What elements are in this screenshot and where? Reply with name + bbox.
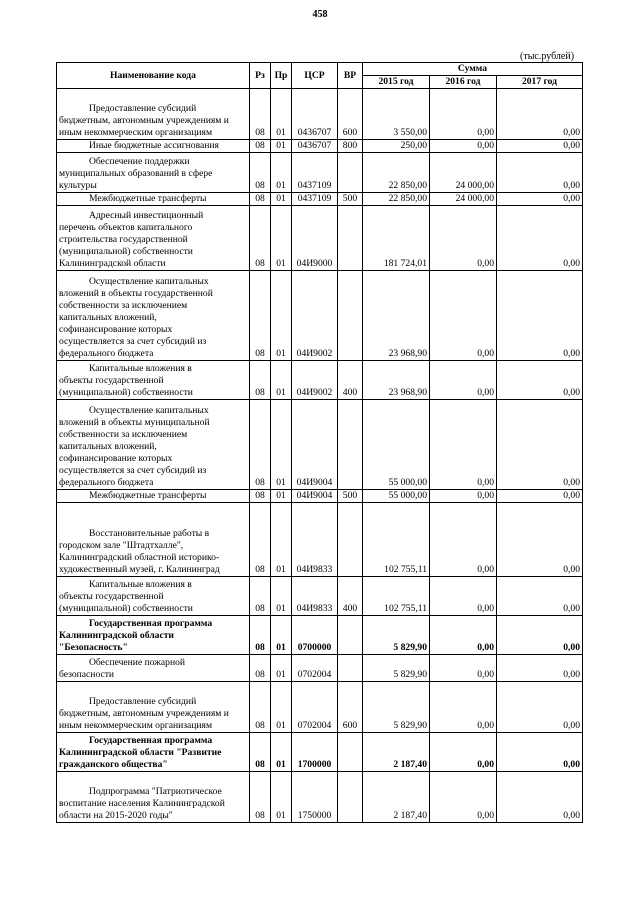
cell-name-line: муниципальных образований в сфере	[59, 168, 213, 179]
cell-2015: 22 850,00	[363, 193, 430, 206]
cell-name-line: иным некоммерческим организациям	[59, 127, 213, 138]
cell-name-line: Калининградский областной историко-	[59, 552, 220, 563]
cell-name-line: безопасности	[59, 669, 115, 680]
cell-name-line: капитальных вложений,	[59, 441, 157, 452]
cell-name-line: собственности за исключением	[59, 429, 188, 440]
table-row	[57, 577, 583, 616]
cell-2016: 0,00	[430, 271, 497, 361]
cell-name-line: объекты государственной	[59, 375, 164, 386]
header-pr: Пр	[271, 63, 292, 89]
cell-2015: 23 968,90	[363, 271, 430, 361]
cell-csr: 0437109	[292, 153, 338, 193]
cell-2017: 0,00	[497, 655, 583, 682]
cell-2016: 0,00	[430, 655, 497, 682]
cell-csr: 0700000	[292, 616, 338, 655]
cell-pr: 01	[271, 153, 292, 193]
cell-name-line: федерального бюджета	[59, 348, 154, 359]
cell-rz: 08	[250, 733, 271, 772]
cell-name-line: художественный музей, г. Калининград	[59, 564, 220, 575]
cell-2017: 0,00	[497, 400, 583, 490]
cell-name-line: вложений в объекты государственной	[59, 288, 213, 299]
table-row	[57, 89, 583, 140]
cell-name-line: Государственная программа	[89, 618, 213, 629]
cell-pr: 01	[271, 503, 292, 577]
cell-2015: 102 755,11	[363, 503, 430, 577]
cell-name-line: Капитальные вложения в	[89, 363, 192, 374]
cell-2015: 55 000,00	[363, 490, 430, 503]
cell-rz: 08	[250, 271, 271, 361]
cell-pr: 01	[271, 400, 292, 490]
header-2015: 2015 год	[363, 76, 430, 89]
table-row	[57, 682, 583, 733]
cell-rz: 08	[250, 193, 271, 206]
cell-csr: 04И9002	[292, 271, 338, 361]
cell-vr: 500	[338, 193, 363, 206]
cell-name-line: (муниципальной) собственности	[59, 387, 193, 398]
units-label: (тыс.рублей)	[520, 51, 575, 62]
cell-name-line: Обеспечение пожарной	[89, 657, 186, 668]
cell-rz: 08	[250, 503, 271, 577]
cell-name	[57, 361, 250, 400]
cell-csr: 04И9833	[292, 577, 338, 616]
cell-name	[57, 733, 250, 772]
cell-name-line: области на 2015-2020 годы"	[59, 810, 173, 821]
cell-rz: 08	[250, 89, 271, 140]
cell-name-line: осуществляется за счет субсидий из	[59, 465, 207, 476]
cell-rz: 08	[250, 616, 271, 655]
cell-vr: 400	[338, 577, 363, 616]
cell-2017: 0,00	[497, 503, 583, 577]
cell-2015: 2 187,40	[363, 733, 430, 772]
cell-name-line: Адресный инвестиционный	[89, 210, 204, 221]
cell-pr: 01	[271, 89, 292, 140]
cell-rz: 08	[250, 400, 271, 490]
cell-vr	[338, 400, 363, 490]
cell-2015: 181 724,01	[363, 206, 430, 271]
cell-name-line: Государственная программа	[89, 735, 213, 746]
table-row	[57, 490, 583, 503]
cell-csr: 04И9004	[292, 400, 338, 490]
cell-2015: 23 968,90	[363, 361, 430, 400]
table-row	[57, 206, 583, 271]
cell-2017: 0,00	[497, 772, 583, 823]
cell-name-line: бюджетным, автономным учреждениям и	[59, 708, 229, 719]
header-2017: 2017 год	[497, 76, 583, 89]
cell-name	[57, 616, 250, 655]
cell-name-line: Подпрограмма "Патриотическое	[89, 786, 222, 797]
cell-vr: 500	[338, 490, 363, 503]
cell-2015: 5 829,90	[363, 655, 430, 682]
cell-name-line: Калининградской области	[59, 258, 166, 269]
cell-name-line: перечень объектов капитального	[59, 222, 193, 233]
cell-csr: 1700000	[292, 733, 338, 772]
cell-vr: 600	[338, 89, 363, 140]
cell-2017: 0,00	[497, 577, 583, 616]
cell-rz: 08	[250, 682, 271, 733]
cell-name-line: капитальных вложений,	[59, 312, 157, 323]
cell-name	[57, 682, 250, 733]
cell-2017: 0,00	[497, 193, 583, 206]
cell-2016: 0,00	[430, 577, 497, 616]
cell-name-line: Капитальные вложения в	[89, 579, 192, 590]
table-row	[57, 733, 583, 772]
cell-2015: 102 755,11	[363, 577, 430, 616]
table-row	[57, 361, 583, 400]
cell-vr	[338, 271, 363, 361]
cell-csr: 0702004	[292, 682, 338, 733]
cell-rz: 08	[250, 655, 271, 682]
cell-vr	[338, 733, 363, 772]
cell-csr: 04И9000	[292, 206, 338, 271]
cell-name-line: Восстановительные работы в	[89, 528, 210, 539]
cell-2016: 0,00	[430, 490, 497, 503]
cell-2017: 0,00	[497, 616, 583, 655]
cell-rz: 08	[250, 772, 271, 823]
cell-pr: 01	[271, 655, 292, 682]
cell-name-line: объекты государственной	[59, 591, 164, 602]
cell-name	[57, 490, 250, 503]
cell-vr	[338, 616, 363, 655]
cell-name-line: иным некоммерческим организациям	[59, 720, 213, 731]
table-row	[57, 400, 583, 490]
cell-name-line: собственности за исключением	[59, 300, 188, 311]
cell-2017: 0,00	[497, 733, 583, 772]
cell-name-line: (муниципальной) собственности	[59, 246, 193, 257]
cell-name-line: "Безопасность"	[59, 642, 128, 653]
cell-csr: 1750000	[292, 772, 338, 823]
cell-2016: 24 000,00	[430, 153, 497, 193]
cell-pr: 01	[271, 271, 292, 361]
cell-name-line: Обеспечение поддержки	[89, 156, 190, 167]
table-row	[57, 503, 583, 577]
cell-2017: 0,00	[497, 140, 583, 153]
cell-name-line: Межбюджетные трансферты	[89, 193, 207, 204]
cell-vr	[338, 206, 363, 271]
cell-name-line: бюджетным, автономным учреждениям и	[59, 115, 229, 126]
table-row	[57, 153, 583, 193]
cell-name	[57, 206, 250, 271]
cell-name	[57, 153, 250, 193]
table-row	[57, 772, 583, 823]
cell-csr: 0702004	[292, 655, 338, 682]
cell-name-line: Осуществление капитальных	[89, 405, 209, 416]
cell-2017: 0,00	[497, 271, 583, 361]
cell-name	[57, 193, 250, 206]
cell-2017: 0,00	[497, 361, 583, 400]
cell-name-line: Осуществление капитальных	[89, 276, 209, 287]
cell-name-line: гражданского общества"	[59, 759, 168, 770]
header-name: Наименование кода	[57, 63, 250, 89]
page-number: 458	[312, 9, 328, 20]
cell-name	[57, 140, 250, 153]
table-row	[57, 193, 583, 206]
cell-pr: 01	[271, 206, 292, 271]
cell-csr: 04И9833	[292, 503, 338, 577]
cell-name	[57, 503, 250, 577]
cell-rz: 08	[250, 361, 271, 400]
cell-2016: 0,00	[430, 206, 497, 271]
cell-name-line: вложений в объекты муниципальной	[59, 417, 210, 428]
cell-csr: 0436707	[292, 140, 338, 153]
cell-2017: 0,00	[497, 153, 583, 193]
cell-name-line: Предоставление субсидий	[89, 696, 197, 707]
table-body	[57, 89, 583, 823]
cell-2016: 0,00	[430, 733, 497, 772]
cell-vr	[338, 503, 363, 577]
header-2016: 2016 год	[430, 76, 497, 89]
cell-pr: 01	[271, 733, 292, 772]
cell-name-line: воспитание населения Калининградской	[59, 798, 225, 809]
cell-name	[57, 89, 250, 140]
cell-name-line: Калининградской области	[59, 630, 174, 641]
cell-pr: 01	[271, 490, 292, 503]
cell-name-line: федерального бюджета	[59, 477, 154, 488]
cell-name-line: софинансирование которых	[59, 453, 173, 464]
header-rz: Рз	[250, 63, 271, 89]
table-row	[57, 271, 583, 361]
cell-pr: 01	[271, 616, 292, 655]
header-vr: ВР	[338, 63, 363, 89]
cell-vr	[338, 772, 363, 823]
cell-2016: 0,00	[430, 503, 497, 577]
cell-2016: 0,00	[430, 772, 497, 823]
cell-rz: 08	[250, 577, 271, 616]
cell-name-line: культуры	[59, 180, 97, 191]
cell-2016: 0,00	[430, 140, 497, 153]
cell-vr: 400	[338, 361, 363, 400]
cell-vr	[338, 153, 363, 193]
cell-rz: 08	[250, 490, 271, 503]
cell-2016: 0,00	[430, 682, 497, 733]
cell-pr: 01	[271, 361, 292, 400]
cell-name-line: софинансирование которых	[59, 324, 173, 335]
cell-csr: 0436707	[292, 89, 338, 140]
cell-name-line: городском зале "Штадтхалле",	[59, 540, 184, 551]
cell-name	[57, 271, 250, 361]
cell-2016: 24 000,00	[430, 193, 497, 206]
cell-rz: 08	[250, 140, 271, 153]
cell-2015: 3 550,00	[363, 89, 430, 140]
cell-2017: 0,00	[497, 206, 583, 271]
cell-name-line: строительства государственной	[59, 234, 188, 245]
cell-rz: 08	[250, 206, 271, 271]
cell-name-line: Межбюджетные трансферты	[89, 490, 207, 501]
cell-2017: 0,00	[497, 89, 583, 140]
cell-2016: 0,00	[430, 361, 497, 400]
cell-name	[57, 577, 250, 616]
cell-name	[57, 772, 250, 823]
cell-name-line: Предоставление субсидий	[89, 103, 197, 114]
cell-pr: 01	[271, 193, 292, 206]
cell-csr: 0437109	[292, 193, 338, 206]
budget-table	[56, 62, 583, 823]
cell-pr: 01	[271, 772, 292, 823]
cell-2015: 250,00	[363, 140, 430, 153]
cell-2016: 0,00	[430, 89, 497, 140]
cell-vr: 800	[338, 140, 363, 153]
cell-name	[57, 655, 250, 682]
cell-vr: 600	[338, 682, 363, 733]
cell-2017: 0,00	[497, 682, 583, 733]
cell-2017: 0,00	[497, 490, 583, 503]
cell-2015: 5 829,90	[363, 682, 430, 733]
cell-vr	[338, 655, 363, 682]
cell-2016: 0,00	[430, 400, 497, 490]
cell-name-line: осуществляется за счет субсидий из	[59, 336, 207, 347]
table-row	[57, 616, 583, 655]
cell-2015: 55 000,00	[363, 400, 430, 490]
cell-2016: 0,00	[430, 616, 497, 655]
cell-name-line: Калининградской области "Развитие	[59, 747, 222, 758]
cell-2015: 5 829,90	[363, 616, 430, 655]
cell-2015: 2 187,40	[363, 772, 430, 823]
header-csr: ЦСР	[292, 63, 338, 89]
cell-csr: 04И9004	[292, 490, 338, 503]
header-sum: Сумма	[363, 63, 583, 76]
cell-2015: 22 850,00	[363, 153, 430, 193]
cell-rz: 08	[250, 153, 271, 193]
cell-csr: 04И9002	[292, 361, 338, 400]
cell-name-line: (муниципальной) собственности	[59, 603, 193, 614]
cell-pr: 01	[271, 682, 292, 733]
cell-name-line: Иные бюджетные ассигнования	[89, 140, 219, 151]
table-row	[57, 655, 583, 682]
table-row	[57, 140, 583, 153]
cell-name	[57, 400, 250, 490]
cell-pr: 01	[271, 140, 292, 153]
cell-pr: 01	[271, 577, 292, 616]
